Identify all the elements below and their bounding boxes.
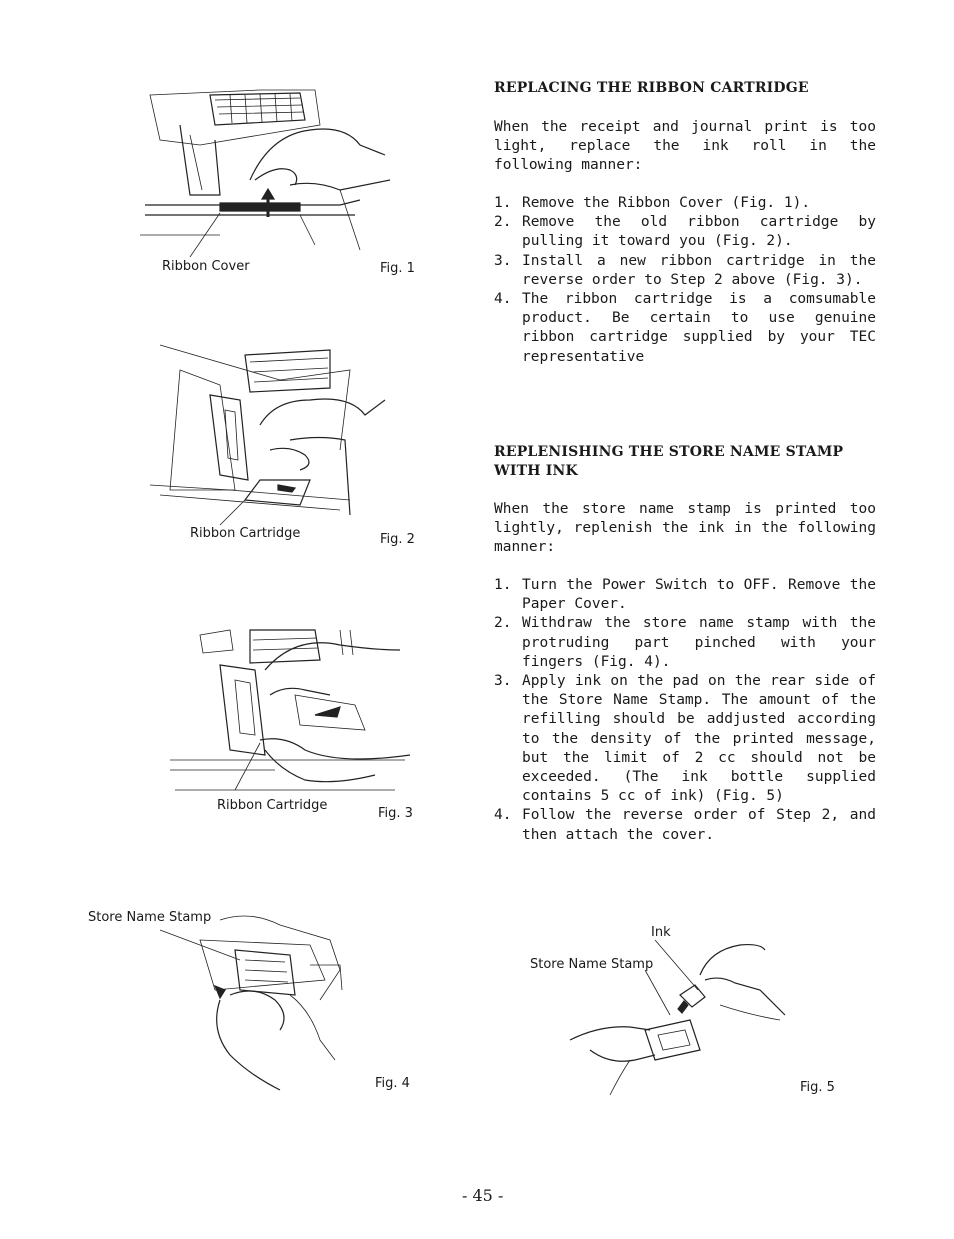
fig1-illustration — [140, 85, 400, 255]
fig3-caption: Fig. 3 — [378, 806, 413, 821]
fig5-ink-label: Ink — [651, 925, 671, 940]
fig3-illustration — [165, 625, 415, 795]
list-item: 2. Remove the old ribbon cartridge by pulling it toward you (Fig. 2). — [494, 214, 876, 250]
section2-heading: REPLENISHING THE STORE NAME STAMP WITH INK — [494, 444, 844, 479]
fig5-stamp-label: Store Name Stamp — [530, 957, 654, 972]
list-item: 3. Apply ink on the pad on the rear side of the Store Name Stamp. The amount of the refilling should be addjusted according to the density of the printed message, but the limit of 2 cc should not be exceeded. (The ink bottle supplied contains 5 cc of ink) (Fig. 5) — [494, 673, 876, 805]
section1-heading: REPLACING THE RIBBON CARTRIDGE — [494, 80, 809, 96]
fig5-caption: Fig. 5 — [800, 1080, 835, 1095]
section1-intro: When the receipt and journal print is too light, replace the ink roll in the following manner: — [494, 119, 876, 174]
list-item: 4. Follow the reverse order of Step 2, and then attach the cover. — [494, 807, 876, 843]
fig1-caption: Fig. 1 — [380, 261, 415, 276]
list-item: 1. Turn the Power Switch to OFF. Remove the Paper Cover. — [494, 577, 876, 613]
fig2-illustration — [150, 340, 390, 525]
list-item: 1. Remove the Ribbon Cover (Fig. 1). — [494, 195, 811, 211]
section1-steps — [494, 194, 876, 367]
section2-intro: When the store name stamp is printed too lightly, replenish the ink in the following manner: — [494, 501, 876, 556]
fig4-illustration — [160, 910, 360, 1100]
list-item: 2. Withdraw the store name stamp with the protruding part pinched with your fingers (Fig. 4). — [494, 615, 876, 670]
section2-steps — [494, 576, 876, 845]
fig2-label: Ribbon Cartridge — [190, 526, 301, 541]
fig3-label: Ribbon Cartridge — [217, 798, 328, 813]
fig4-caption: Fig. 4 — [375, 1076, 410, 1091]
page-number: - 45 - — [462, 1186, 504, 1205]
fig1-label: Ribbon Cover — [162, 259, 250, 274]
fig2-caption: Fig. 2 — [380, 532, 415, 547]
fig4-label: Store Name Stamp — [88, 910, 212, 925]
list-item: 4. The ribbon cartridge is a comsumable product. Be certain to use genuine ribbon cartridge supplied by your TEC representative — [494, 291, 876, 365]
list-item: 3. Install a new ribbon cartridge in the reverse order to Step 2 above (Fig. 3). — [494, 252, 876, 288]
